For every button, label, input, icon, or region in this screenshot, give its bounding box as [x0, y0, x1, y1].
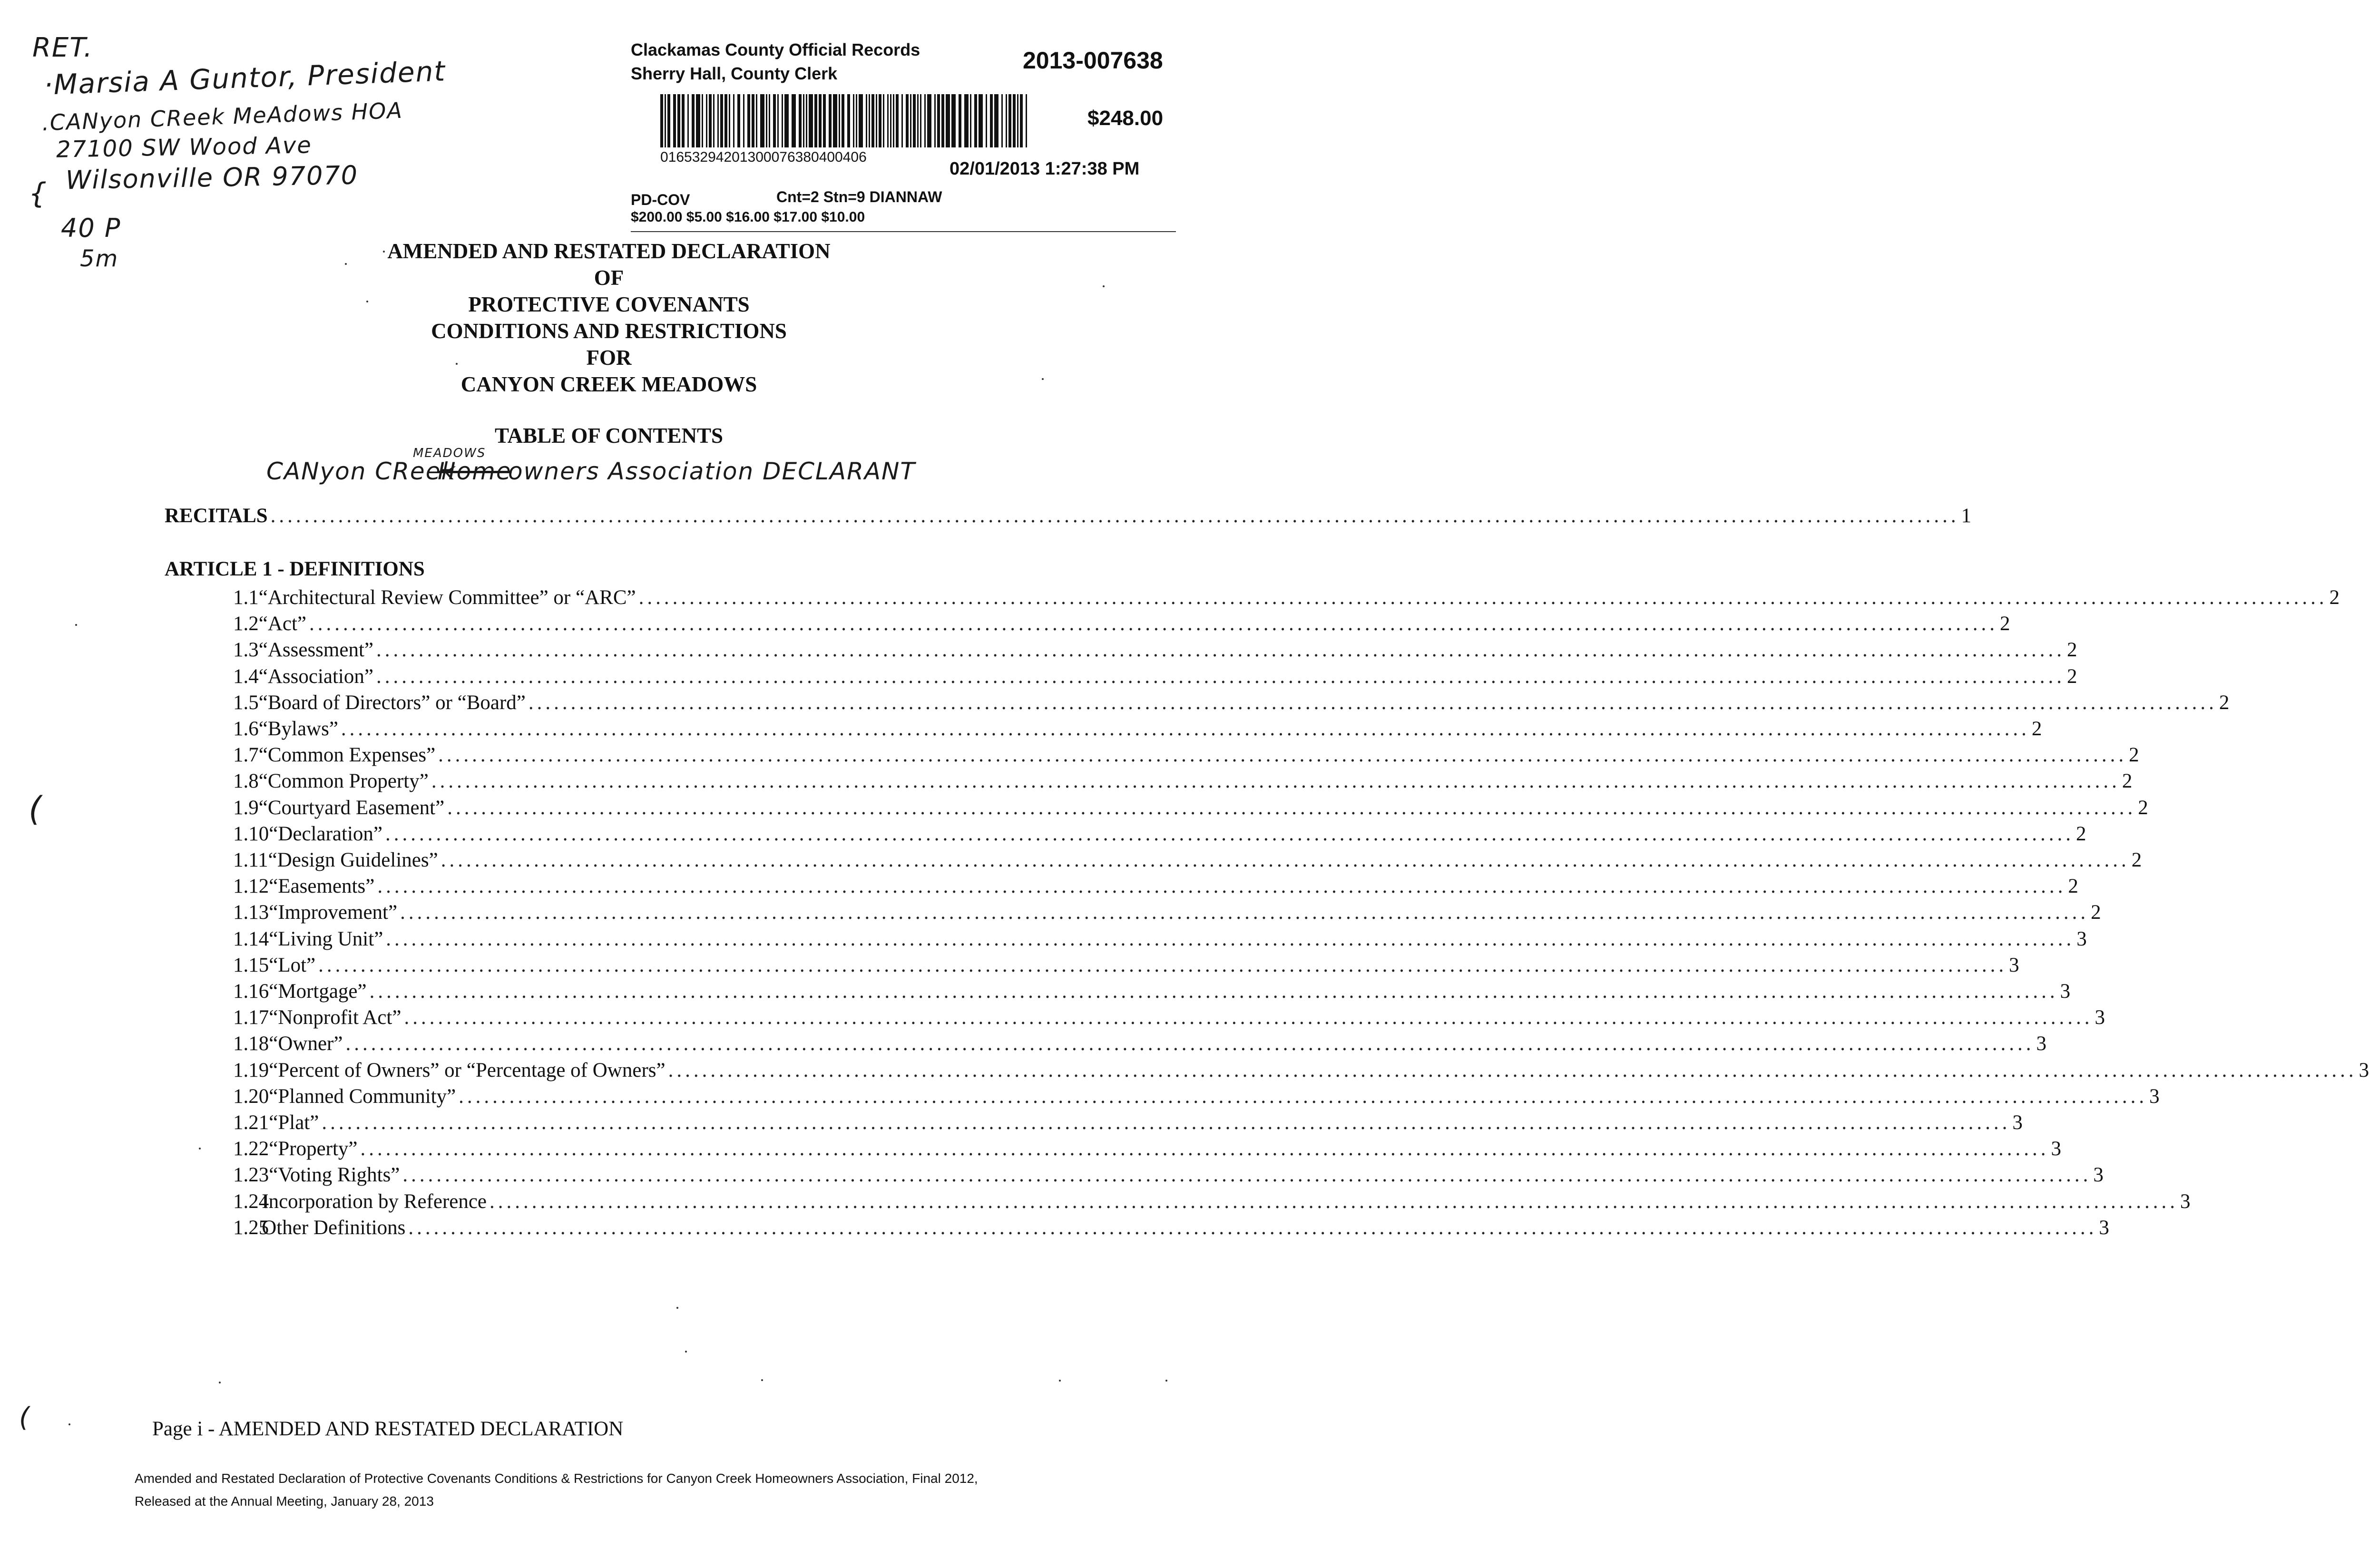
toc-entry-title: “Architectural Review Committee” or “ARC” [258, 586, 636, 609]
toc-entry-page: 3 [2149, 1085, 2160, 1108]
toc-entry-number: 1.25 [233, 1216, 269, 1239]
toc-entry-row [233, 901, 2101, 924]
barcode-bar [842, 94, 844, 147]
barcode-bar [906, 94, 909, 147]
barcode-bar [756, 94, 757, 147]
toc-recitals-label: RECITALS [165, 505, 268, 527]
toc-entry-row [233, 1216, 2109, 1239]
toc-entry-number: 1.21 [233, 1111, 269, 1134]
toc-entry-page: 3 [2012, 1111, 2023, 1134]
toc-entry-title: “Declaration” [269, 822, 382, 845]
barcode-bar [782, 94, 783, 147]
title-line-2: OF [594, 266, 624, 290]
toc-leader-dots: ........................................................................................................................................................................................................ [400, 901, 2089, 924]
toc-entry-number: 1.20 [233, 1085, 269, 1108]
barcode-bar [959, 94, 961, 147]
barcode-bar [1001, 94, 1003, 147]
barcode-bar [766, 94, 767, 147]
handwritten-pages-note: 40 P [61, 213, 121, 243]
barcode-bar [706, 94, 707, 147]
title-line-6: CANYON CREEK MEADOWS [460, 372, 757, 396]
barcode-bar [803, 94, 804, 147]
barcode-bar [682, 94, 685, 147]
toc-leader-dots: ........................................................................................................................................................................................................ [270, 505, 1959, 527]
toc-entry-title: “Assessment” [258, 639, 373, 662]
toc-recitals-page: 1 [1961, 505, 1972, 527]
barcode-bar [866, 94, 867, 147]
barcode-bar [927, 94, 931, 147]
barcode-bar [941, 94, 944, 147]
document-title [304, 238, 913, 398]
toc-leader-dots: ........................................................................................................................................................................................................ [309, 613, 1998, 635]
barcode-bar [833, 94, 837, 147]
toc-leader-dots: ........................................................................................................................................................................................................ [638, 586, 2328, 609]
handwritten-return-city: Wilsonville OR 97070 [65, 160, 359, 195]
toc-entry-number: 1.1 [233, 586, 259, 609]
scan-speck [1165, 1380, 1167, 1382]
toc-entry-title: “Property” [269, 1138, 358, 1160]
toc-entry-number: 1.17 [233, 1006, 269, 1029]
toc-entry-title: “Association” [258, 665, 373, 688]
toc-entry-page: 3 [2076, 927, 2087, 950]
margin-mark: ( [29, 789, 43, 828]
barcode-bar [859, 94, 863, 147]
toc-entry-row [233, 796, 2148, 819]
toc-entry-title: “Nonprofit Act” [269, 1006, 401, 1029]
toc-entry-row [233, 586, 2340, 609]
toc-entry-title: “Mortgage” [269, 980, 367, 1003]
barcode-bar [696, 94, 700, 147]
toc-entry-number: 1.22 [233, 1138, 269, 1160]
margin-mark: ( [19, 1402, 30, 1433]
scan-speck [69, 1423, 70, 1425]
handwritten-return-org: .CANyon CReek MeAdows HOA [41, 97, 403, 136]
title-line-3: PROTECTIVE COVENANTS [468, 292, 750, 316]
toc-entry-page: 2 [2000, 613, 2010, 635]
recording-timestamp: 02/01/2013 1:27:38 PM [950, 159, 1140, 179]
handwritten-return-name: ·Marsia A Guntor, President [43, 55, 447, 101]
barcode-bar [924, 94, 926, 147]
toc-entry-title: “Easements” [269, 875, 375, 898]
scan-speck [1042, 378, 1044, 380]
scan-speck [345, 263, 347, 265]
toc-entry-row [233, 769, 2133, 793]
barcode-bar [937, 94, 940, 147]
scan-speck [456, 363, 458, 365]
toc-leader-dots: ........................................................................................................................................................................................................ [322, 1111, 2011, 1134]
toc-entry-number: 1.14 [233, 927, 269, 950]
barcode-bar [747, 94, 750, 147]
toc-entry-number: 1.18 [233, 1032, 269, 1055]
barcode-bar [970, 94, 971, 147]
barcode-bar [847, 94, 850, 147]
toc-leader-dots: ........................................................................................................................................................................................................ [345, 1032, 2035, 1055]
toc-entry-number: 1.10 [233, 822, 269, 845]
barcode-bar [890, 94, 891, 147]
toc-entry-title: “Lot” [269, 954, 316, 976]
barcode-bar [853, 94, 854, 147]
toc-entry-row [233, 954, 2019, 977]
barcode-bar [1020, 94, 1023, 147]
barcode-bar [823, 94, 826, 147]
barcode-bar [893, 94, 894, 147]
toc-leader-dots: ........................................................................................................................................................................................................ [385, 822, 2074, 845]
toc-leader-dots: ........................................................................................................................................................................................................ [438, 744, 2127, 767]
toc-entry-row [233, 1190, 2191, 1213]
scan-speck [761, 1379, 763, 1381]
toc-entry-number: 1.13 [233, 901, 269, 924]
toc-entry-page: 2 [2131, 849, 2142, 871]
toc-entry-row [233, 875, 2078, 898]
barcode-bar [792, 94, 796, 147]
toc-leader-dots: ........................................................................................................................................................................................................ [441, 849, 2130, 871]
toc-entry-number: 1.16 [233, 980, 269, 1003]
recording-fee-total: $248.00 [1087, 107, 1164, 130]
barcode-bar [879, 94, 881, 147]
toc-entry-number: 1.19 [233, 1059, 269, 1081]
toc-entry-page: 3 [2180, 1190, 2191, 1213]
toc-entry-page: 2 [2329, 586, 2340, 609]
toc-entry-title: “Common Expenses” [258, 744, 436, 767]
title-line-1: AMENDED AND RESTATED DECLARATION [387, 239, 831, 263]
toc-recitals-row [165, 504, 1972, 527]
toc-entry-row [233, 1137, 2062, 1160]
recording-counts: Cnt=2 Stn=9 DIANNAW [776, 188, 942, 205]
toc-leader-dots: ........................................................................................................................................................................................................ [402, 1164, 2092, 1187]
barcode-bar [917, 94, 919, 147]
toc-entry-number: 1.24 [233, 1190, 269, 1213]
toc-leader-dots: ........................................................................................................................................................................................................ [459, 1085, 2148, 1108]
scan-speck [75, 624, 77, 626]
toc-entry-row [233, 1085, 2160, 1108]
handwritten-return-label: RET. [32, 32, 93, 63]
toc-entry-title: “Living Unit” [269, 927, 383, 950]
toc-entry-page: 3 [2099, 1216, 2109, 1239]
barcode-bar [806, 94, 807, 147]
barcode-bar [913, 94, 916, 147]
toc-leader-dots: ........................................................................................................................................................................................................ [386, 927, 2075, 950]
recording-document-number: 2013-007638 [1023, 47, 1163, 74]
toc-entry-number: 1.15 [233, 954, 269, 976]
toc-entry-page: 3 [2051, 1138, 2062, 1160]
handwritten-return-street: 27100 SW Wood Ave [56, 132, 313, 163]
toc-entry-number: 1.23 [233, 1164, 269, 1187]
footer-note-line-1: Amended and Restated Declaration of Protective Covenants Conditions & Restrictions for Canyon Creek Homeowners Association, Final 2012, [135, 1471, 978, 1486]
toc-entry-number: 1.6 [233, 718, 259, 740]
toc-leader-dots: ........................................................................................................................................................................................................ [528, 691, 2217, 714]
toc-entry-number: 1.11 [233, 849, 268, 871]
toc-entry-title: “Common Property” [258, 770, 429, 793]
toc-entry-row [233, 822, 2086, 846]
barcode-bar [814, 94, 817, 147]
barcode-bar [799, 94, 802, 147]
recording-clerk-line: Sherry Hall, County Clerk [631, 64, 838, 83]
toc-leader-dots: ........................................................................................................................................................................................................ [341, 718, 2030, 740]
barcode-bar [660, 94, 663, 147]
barcode-bar [1026, 94, 1027, 147]
recording-county-line: Clackamas County Official Records [631, 40, 920, 59]
scan-speck [1059, 1380, 1061, 1382]
toc-entry-page: 3 [2093, 1164, 2104, 1187]
handwritten-declarant-inserted: MEADOWS [413, 446, 486, 460]
scan-speck [383, 251, 385, 253]
title-line-4: CONDITIONS AND RESTRICTIONS [431, 319, 787, 343]
scan-speck [685, 1351, 687, 1353]
toc-entry-page: 2 [2219, 691, 2230, 714]
handwritten-declarant-note [266, 446, 970, 499]
barcode-bar [946, 94, 950, 147]
barcode-bar [910, 94, 911, 147]
barcode-bar [896, 94, 899, 147]
toc-entry-title: “Act” [258, 613, 307, 635]
barcode-bar [692, 94, 695, 147]
barcode-bar [856, 94, 857, 147]
recording-barcode [660, 94, 1028, 147]
barcode-bar [667, 94, 670, 147]
toc-entry-number: 1.3 [233, 639, 259, 662]
toc-entry-page: 3 [2060, 980, 2071, 1003]
toc-entry-page: 2 [2066, 639, 2077, 662]
barcode-bar [974, 94, 977, 147]
barcode-bar [724, 94, 727, 147]
handwritten-declarant-struck: Home [438, 458, 512, 485]
recording-barcode-number: 01653294201300076380400406 [660, 149, 867, 165]
barcode-bar [1008, 94, 1011, 147]
barcode-bar [1006, 94, 1007, 147]
handwritten-brace-mark: { [29, 177, 48, 210]
toc-leader-dots: ........................................................................................................................................................................................................ [376, 665, 2065, 688]
barcode-bar [720, 94, 723, 147]
barcode-bar [994, 94, 999, 147]
toc-leader-dots: ........................................................................................................................................................................................................ [369, 980, 2058, 1003]
toc-entry-page: 3 [2009, 954, 2019, 976]
recording-fee-breakdown: $200.00 $5.00 $16.00 $17.00 $10.00 [631, 209, 865, 225]
toc-entry-row [233, 848, 2142, 872]
footer-note-line-2: Released at the Annual Meeting, January 28, 2013 [135, 1494, 434, 1509]
barcode-bar [883, 94, 884, 147]
toc-entry-title: Incorporation by Reference [262, 1190, 487, 1213]
toc-leader-dots: ........................................................................................................................................................................................................ [447, 796, 2136, 819]
barcode-bar [869, 94, 870, 147]
barcode-bar [729, 94, 730, 147]
toc-leader-dots: ........................................................................................................................................................................................................ [668, 1059, 2357, 1081]
toc-leader-dots: ........................................................................................................................................................................................................ [360, 1138, 2049, 1160]
barcode-bar [733, 94, 734, 147]
toc-leader-dots: ........................................................................................................................................................................................................ [377, 875, 2066, 898]
toc-entry-title: “Planned Community” [269, 1085, 456, 1108]
barcode-bar [702, 94, 703, 147]
barcode-bar [1017, 94, 1018, 147]
barcode-bar [687, 94, 689, 147]
toc-entry-page: 3 [2095, 1006, 2105, 1029]
toc-entry-page: 2 [2068, 875, 2078, 898]
barcode-bar [986, 94, 987, 147]
barcode-bar [876, 94, 877, 147]
barcode-bar [769, 94, 770, 147]
barcode-bar [964, 94, 969, 147]
toc-entry-number: 1.5 [233, 691, 259, 714]
toc-entry-row [233, 638, 2077, 662]
toc-leader-dots: ........................................................................................................................................................................................................ [489, 1190, 2179, 1213]
handwritten-declarant-suffix: owners Association DECLARANT [508, 458, 916, 485]
handwritten-declarant-prefix: CANyon CReek [266, 458, 456, 485]
barcode-bar [760, 94, 764, 147]
toc-leader-dots: ........................................................................................................................................................................................................ [404, 1006, 2093, 1029]
toc-leader-dots: ........................................................................................................................................................................................................ [318, 954, 2007, 976]
toc-leader-dots: ........................................................................................................................................................................................................ [376, 639, 2065, 662]
toc-entry-row [233, 1111, 2023, 1134]
barcode-bar [773, 94, 776, 147]
scan-speck [199, 1148, 201, 1149]
toc-entry-row [233, 1032, 2046, 1055]
toc-entry-title: “Board of Directors” or “Board” [258, 691, 526, 714]
footer-note [135, 1467, 1086, 1513]
toc-entry-number: 1.4 [233, 665, 259, 688]
toc-entry-title: “Plat” [269, 1111, 319, 1134]
barcode-bar [717, 94, 719, 147]
toc-entry-row [233, 1059, 2369, 1082]
toc-entry-title: “Voting Rights” [269, 1164, 400, 1187]
barcode-bar [887, 94, 889, 147]
toc-leader-dots: ........................................................................................................................................................................................................ [408, 1216, 2097, 1239]
page-footer-label: Page i - AMENDED AND RESTATED DECLARATION [152, 1418, 624, 1440]
toc-entry-number: 1.9 [233, 796, 259, 819]
barcode-bar [990, 94, 993, 147]
toc-entry-page: 2 [2122, 770, 2133, 793]
toc-entry-row [233, 980, 2071, 1003]
barcode-bar [829, 94, 832, 147]
toc-entry-title: “Percent of Owners” or “Percentage of Owners” [269, 1059, 666, 1081]
toc-entry-row [233, 691, 2230, 714]
toc-entry-page: 3 [2036, 1032, 2046, 1055]
scan-speck [1103, 285, 1105, 287]
barcode-bar [920, 94, 921, 147]
toc-leader-dots: ........................................................................................................................................................................................................ [431, 770, 2120, 793]
toc-entry-row [233, 612, 2010, 635]
toc-entry-row [233, 743, 2139, 767]
scan-speck [219, 1382, 221, 1383]
toc-entry-title: “Owner” [269, 1032, 343, 1055]
toc-entry-row [233, 717, 2042, 740]
barcode-bar [839, 94, 840, 147]
toc-entry-page: 2 [2129, 744, 2139, 767]
toc-entry-number: 1.8 [233, 770, 259, 793]
toc-entry-title: “Courtyard Easement” [258, 796, 445, 819]
toc-entry-number: 1.7 [233, 744, 259, 767]
toc-entry-number: 1.12 [233, 875, 269, 898]
toc-entry-page: 2 [2031, 718, 2042, 740]
toc-entry-title: Other Definitions [262, 1216, 406, 1239]
barcode-bar [809, 94, 813, 147]
toc-entry-row [233, 927, 2087, 951]
barcode-bar [737, 94, 740, 147]
toc-entry-row [233, 665, 2077, 688]
handwritten-minutes-note: 5m [80, 245, 119, 272]
barcode-bar [665, 94, 666, 147]
toc-heading: TABLE OF CONTENTS [494, 424, 724, 448]
barcode-bar [673, 94, 676, 147]
toc-entry-title: “Design Guidelines” [268, 849, 438, 871]
toc-entry-page: 2 [2066, 665, 2077, 688]
barcode-bar [979, 94, 983, 147]
barcode-bar [951, 94, 956, 147]
barcode-bar [819, 94, 822, 147]
barcode-bar [777, 94, 779, 147]
barcode-bar [713, 94, 715, 147]
barcode-bar [677, 94, 680, 147]
toc-entry-page: 2 [2075, 822, 2086, 845]
barcode-bar [709, 94, 712, 147]
recording-rule-line [631, 231, 1176, 232]
toc-entry-page: 2 [2091, 901, 2101, 924]
toc-entry-title: “Improvement” [269, 901, 398, 924]
barcode-bar [871, 94, 874, 147]
barcode-bar [743, 94, 744, 147]
scan-speck [366, 301, 368, 302]
barcode-bar [934, 94, 936, 147]
toc-entry-number: 1.2 [233, 613, 259, 635]
toc-article1-heading: ARTICLE 1 - DEFINITIONS [165, 558, 425, 580]
scan-speck [676, 1307, 678, 1309]
barcode-bar [784, 94, 789, 147]
toc-entry-row [233, 1163, 2104, 1187]
toc-entry-page: 3 [2359, 1059, 2369, 1081]
toc-entry-page: 2 [2138, 796, 2148, 819]
recording-doc-type: PD-COV [631, 191, 690, 208]
barcode-bar [901, 94, 903, 147]
toc-entry-row [233, 1006, 2105, 1029]
toc-entry-title: “Bylaws” [258, 718, 338, 740]
barcode-bar [1013, 94, 1016, 147]
barcode-bar [752, 94, 754, 147]
title-line-5: FOR [586, 346, 632, 370]
